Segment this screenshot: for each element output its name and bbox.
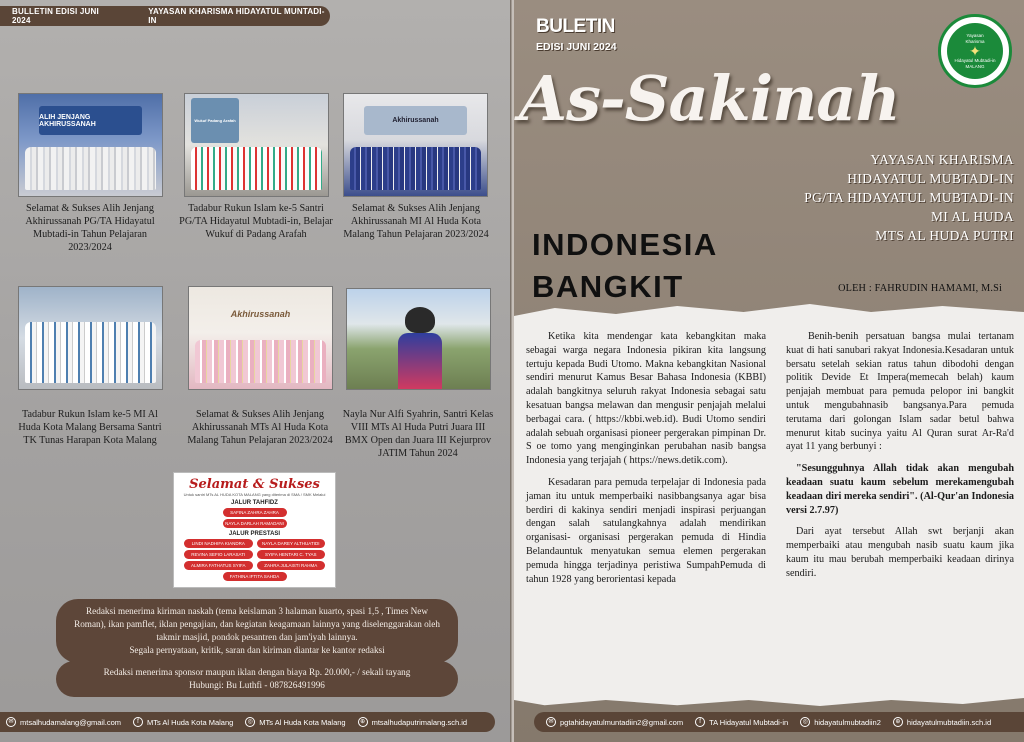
facebook-icon: f [695,717,705,727]
footer-contacts-mts [0,712,495,732]
footer-instagram [245,717,345,727]
flyer-name: SYIFA HENTARI C. TYAS [257,550,326,559]
photo-banner: Wukuf Padang Arafah [191,98,240,143]
caption-akhirussanah-pg-ta: Selamat & Sukses Alih Jenjang Akhirussanah PG/TA Hidayatul Mubtadi-in Tahun Pelajaran 2023/2024 [25,203,155,253]
footer-email-text: mtsalhudamalang@gmail.com [20,717,121,727]
logo-text-line: MALANG [965,63,985,69]
top-bar [0,6,330,26]
footer-facebook-text: TA Hidayatul Mubtadi-in [709,717,789,727]
flyer-name: ZAHRA JULAISTI RAHMA [257,561,326,570]
footer-instagram-text: hidayatulmubtadiin2 [814,717,881,727]
instagram-icon: ◎ [245,717,255,727]
footer-facebook [695,717,788,727]
article-author: OLEH : FAHRUDIN HAMAMI, M.Si [838,283,1002,294]
foundation-label: YAYASAN KHARISMA HIDAYATUL MUNTADI-IN [148,7,325,25]
caption-bmx-champion: Nayla Nur Alfi Syahrin, Santri Kelas VIII MTs Al Huda Putri Juara III BMX Open dan Juara III Kejurprov JATIM Tahun 2024 [342,409,494,459]
bulletin-label: BULETIN [536,16,615,37]
facebook-icon: f [133,717,143,727]
org-line: YAYASAN KHARISMA [870,152,1014,167]
photo-banner: ALIH JENJANG AKHIRUSSANAH [39,106,142,135]
sponsor-notice [56,661,458,697]
congratulations-flyer [173,472,336,588]
article-paragraph: Dari ayat tersebut Allah swt berjanji akan memperbaiki atau mengubah nasib suatu kaum jika kaum itu mau berubah memperbaiki keadaan dirinya sendiri. [786,526,1014,579]
flyer-title: Selamat & Sukses [189,477,320,492]
footer-website-text: mtsalhudaputrimalang.sch.id [371,717,468,727]
instagram-icon: ◎ [800,717,810,727]
org-line: PG/TA HIDAYATUL MUBTADI-IN [804,190,1014,205]
footer-website [893,717,991,727]
sponsor-text: Redaksi menerima sponsor maupun iklan dengan biaya Rp. 20.000,- / sekali tayang [103,667,411,677]
org-line: HIDAYATUL MUBTADI-IN [847,171,1014,186]
caption-tadabur-mi: Tadabur Rukun Islam ke-5 MI Al Huda Kota Malang Bersama Santri TK Tunas Harapan Kota Malang [18,409,162,446]
sponsor-contact: Hubungi: Bu Luthfi - 087826491996 [189,680,325,690]
photo-banner: Akhirussanah [230,308,291,319]
submission-address: Segala pernyataan, kritik, saran dan kiriman diantar ke kantor redaksi [129,645,385,655]
logo-text-line: Kharisma [965,38,985,44]
footer-instagram [800,717,881,727]
footer-email-text: pgtahidayatulmuntadiin2@gmail.com [560,717,684,727]
article-paragraph: Ketika kita mendengar kata kebangkitan maka sebagai warga negara Indonesia pikiran kita langsung tertuju kepada Budi Utomo. Makna kebangkitan Nasional sendiri menurut Kamus Besar Bahasa Indonesia (KBBI) adalah bangkitnya seluruh rakyat Indonesia sebagai satu kesatuan bangsa melawan dan mengusir penjajah melalui berbagai cara. ( https://kbbi.web.id). Budi Utomo sendiri adalah sebuah organisasi pioneer pergerakan pimpinan Dr. S oe tomo yang menginginkan perubahan nasib bangsa Indonesia yang terjajah ( https://news.detik.com). [526,331,766,467]
flyer-name: NAYLA DARLAH RAMADANI [223,519,287,528]
flyer-name: LINDI NADHIFA KIANDRA [184,539,253,548]
article-paragraph: Kesadaran para pemuda terpelajar di Indonesia pada jaman itu untuk memperbaiki nasibbangsanya agar bisa berdiri di kakinya sendiri menjadi inspirasi perjuangan dengan salah satulangkahnya adalah mendirikan organisasi- organisasi pergerakan pemuda di Hindia Belandauntuk menyatukan semua elemen pergerakan pemuda hingga terjadinya peristiwa SumpahPemuda di tahun 1928 yang berorientasi kepada [526,476,766,585]
footer-facebook [133,717,233,727]
flyer-name: ALMIRA FATHATUS SYIFA [184,561,253,570]
headline-line: INDONESIA [532,227,718,262]
headline-line: BANGKIT [532,269,684,304]
submission-notice [56,599,458,663]
mail-icon: ✉ [6,717,16,727]
flyer-subtitle: Untuk santri MTs AL HUDA KOTA MALANG yang diterima di SMA / SMK Melalui [183,492,326,497]
flyer-name-grid [174,539,335,570]
flyer-track-tahfidz: JALUR TAHFIDZ [231,500,278,506]
organization-list [804,150,1014,245]
globe-icon: ⊕ [358,717,368,727]
logo-text-line: Hidayatul Mubtadi-in [954,58,996,63]
footer-website [358,717,467,727]
flyer-name: REVINA SEFIO LARASATI [184,550,253,559]
article-paragraph: Benih-benih persatuan bangsa mulai tertanam kuat di hati sanubari rakyat Indonesia.Kesadaran untuk bersatu setelah sekian ratus tahun dibodohi dengan politik Devide Et Impera(memecah belah) kaum penjajah membuat para pemuda pelopor ini bangkit untuk mengubahnasib bangsanya.Para pemuda terutama dari golongan Islam sadar betul bahwa menurut kitab sucinya yaitu Al Quran surat Ar-Ra'd ayat 11 yang berbunyi : [786,331,1014,453]
footer-email [6,717,121,727]
right-page [514,0,1024,742]
org-line: MTS AL HUDA PUTRI [875,228,1014,243]
caption-wukuf-pg-ta: Tadabur Rukun Islam ke-5 Santri PG/TA Hidayatul Mubtadi-in, Belajar Wukuf di Padang Arafah [179,203,333,240]
footer-instagram-text: MTs Al Huda Kota Malang [259,717,346,727]
article-column-1 [526,330,766,594]
photo-akhirussanah-pg-ta [18,93,163,197]
flyer-name: NAYLA DAREY ALTHUATIDI [257,539,326,548]
mail-icon: ✉ [546,717,556,727]
article-quote: "Sesungguhnya Allah tidak akan mengubah keadaan suatu kaum sebelum merekamengubah keadaan diri mereka sendiri". (Al-Qur'an Indonesia versi 2.7.97) [786,463,1014,516]
article-headline [532,224,718,308]
photo-banner: Akhirussanah [364,106,467,135]
foundation-logo [938,14,1012,88]
flyer-name: SAFINA ZAHRA ZAHRA [223,508,287,517]
footer-email [546,717,683,727]
footer-website-text: hidayatulmubtadiin.sch.id [906,717,992,727]
photo-tadabur-mi [18,286,163,390]
photo-wukuf-pg-ta [184,93,329,197]
photo-bmx-champion [346,288,491,390]
photo-akhirussanah-mi [343,93,488,197]
flyer-track-prestasi: JALUR PRESTASI [228,531,281,537]
star-icon: ✦ [969,43,981,59]
caption-akhirussanah-mts: Selamat & Sukses Alih Jenjang Akhirussanah MTs Al Huda Kota Malang Tahun Pelajaran 2023/2024 [187,409,333,446]
logo-emblem [947,23,1003,79]
photo-akhirussanah-mts [188,286,333,390]
globe-icon: ⊕ [893,717,903,727]
article-column-2 [786,330,1014,589]
footer-contacts-pgta [534,712,1024,732]
submission-text: Redaksi menerima kiriman naskah (tema keislaman 3 halaman kuarto, spasi 1,5 , Times New Roman), ikan pamflet, iklan pengajian, dan kegiatan keagamaan lainnya yang diselenggarakan oleh takmir masjid, pondok pesantren dan jam'iyah lainnya. [74,606,440,642]
org-line: MI AL HUDA [931,209,1014,224]
logo-text-line: Yayasan [966,33,984,38]
edition-label: EDISI JUNI 2024 [536,41,617,53]
footer-facebook-text: MTs Al Huda Kota Malang [147,717,234,727]
flyer-name: FATHINA IFTITA SAHDA [223,572,287,581]
bulletin-title: As-Sakinah [519,62,900,135]
caption-akhirussanah-mi: Selamat & Sukses Alih Jenjang Akhirussanah MI Al Huda Kota Malang Tahun Pelajaran 2023/2024 [343,203,489,240]
bulletin-edition-label: BULLETIN EDISI JUNI 2024 [12,7,99,25]
